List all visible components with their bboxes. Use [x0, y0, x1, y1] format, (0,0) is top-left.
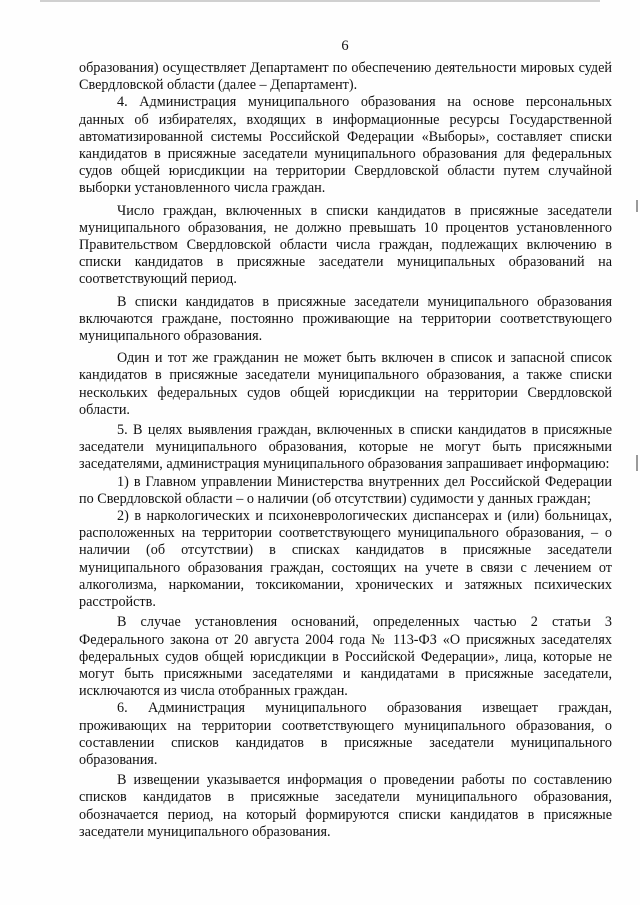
- paragraph-citizen-limit: Число граждан, включенных в списки кандидатов в присяжные заседатели муниципального образования, не должно превышать 10 процентов установленного Правительством Свердловской области числа граждан, подлежащих включению в списки кандидатов в присяжные заседатели муниципальных образований на соответствующий период.: [79, 202, 612, 288]
- paragraph-item-6: 6. Администрация муниципального образования извещает граждан, проживающих на территории соответствующего муниципального образования, о составлении списков кандидатов в присяжные заседатели муниципального образования.: [79, 700, 612, 768]
- scan-edge-mark: [636, 455, 638, 471]
- scan-top-edge: [40, 0, 600, 2]
- page-number: 6: [341, 38, 349, 54]
- paragraph-continuation: образования) осуществляет Департамент по обеспечению деятельности мировых судей Свердловской области (далее – Департамент).: [79, 60, 612, 94]
- paragraph-subitem-1: 1) в Главном управлении Министерства внутренних дел Российской Федерации по Свердловской области – о наличии (об отсутствии) судимости у данных граждан;: [79, 473, 612, 507]
- paragraph-subitem-2: 2) в наркологических и психоневрологических диспансерах и (или) больницах, расположенных на территории соответствующего муниципального образования, – о наличии (об отсутствии) в списках кандидатов в присяжные заседатели муниципального образования граждан, состоящих на учете в связи с лечением от алкоголизма, наркомании, токсикомании, хронических и затяжных психических расстройств.: [79, 508, 612, 611]
- paragraph-item-5: 5. В целях выявления граждан, включенных в списки кандидатов в присяжные заседатели муниципального образования, которые не могут быть присяжными заседателями, администрация муниципального образования запрашивает информацию:: [79, 422, 612, 473]
- paragraph-exclusion: В случае установления оснований, определенных частью 2 статьи 3 Федерального закона от 20 августа 2004 года № 113-ФЗ «О присяжных заседателях федеральных судов общей юрисдикции в Российской Федерации», лица, которые не могут быть присяжными заседателями и кандидатами в присяжные заседатели, исключаются из числа отобранных граждан.: [79, 614, 612, 700]
- document-body: [79, 60, 612, 841]
- paragraph-item-4: 4. Администрация муниципального образования на основе персональных данных об избирателях, входящих в информационные ресурсы Государственной автоматизированной системы Российской Федерации «Выборы», составляет списки кандидатов в присяжные заседатели муниципального образования для федеральных судов общей юрисдикции на территории Свердловской области путем случайной выборки установленного числа граждан.: [79, 94, 612, 197]
- paragraph-single-list: Один и тот же гражданин не может быть включен в список и запасной список кандидатов в присяжные заседатели муниципального образования, а также списки нескольких федеральных судов общей юрисдикции на территории Свердловской области.: [79, 350, 612, 418]
- paragraph-notice: В извещении указывается информация о проведении работы по составлению списков кандидатов в присяжные заседатели муниципального образования, обозначается период, на который формируются списки кандидатов в присяжные заседатели муниципального образования.: [79, 772, 612, 840]
- paragraph-residents: В списки кандидатов в присяжные заседатели муниципального образования включаются граждане, постоянно проживающие на территории соответствующего муниципального образования.: [79, 293, 612, 345]
- scan-edge-mark: [636, 200, 638, 212]
